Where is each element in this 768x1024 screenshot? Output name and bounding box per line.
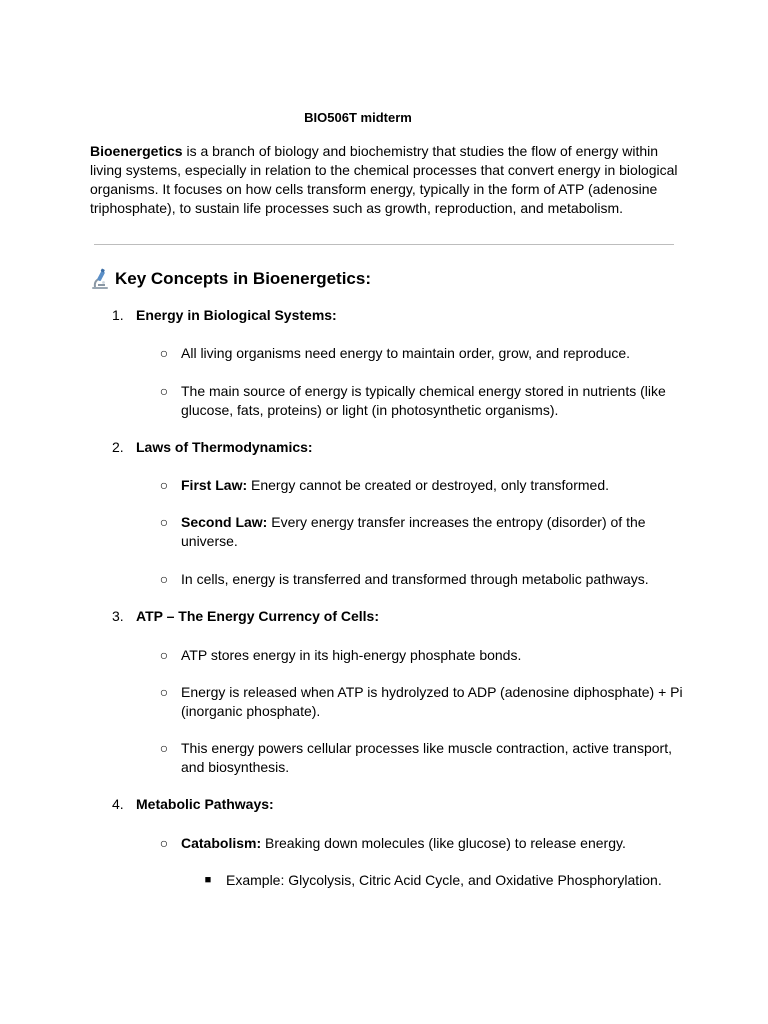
- bullet-line: In cells, energy is transferred and transformed through metabolic pathways.: [181, 571, 649, 587]
- bullet-line: [181, 834, 681, 853]
- bullet-bold-label: Second Law:: [181, 514, 268, 530]
- item-3-bullet-1: [181, 646, 681, 665]
- hollow-bullet: ○: [159, 647, 169, 663]
- intro-line-1: [90, 142, 680, 161]
- bullet-line: [181, 513, 681, 532]
- item-3-bullet-3: [181, 739, 681, 777]
- item-3-bullet-2: [181, 683, 681, 721]
- item-4-sub-bullet-1: Example: Glycolysis, Citric Acid Cycle, and Oxidative Phosphorylation.: [226, 872, 662, 888]
- intro-paragraph: [90, 142, 680, 218]
- hollow-bullet: ○: [159, 345, 169, 361]
- intro-line-2: living systems, especially in relation to the chemical processes that convert energy in biological: [90, 162, 678, 178]
- hollow-bullet: ○: [159, 835, 169, 851]
- intro-term: Bioenergetics: [90, 143, 183, 159]
- section-heading: [90, 268, 371, 290]
- section-heading-text: Key Concepts in Bioenergetics:: [115, 269, 372, 288]
- bullet-line: All living organisms need energy to maintain order, grow, and reproduce.: [181, 345, 631, 361]
- square-bullet: ■: [204, 874, 212, 886]
- item-3-title: ATP – The Energy Currency of Cells:: [136, 608, 379, 624]
- bullet-text: Energy cannot be created or destroyed, only transformed.: [247, 477, 609, 493]
- bullet-text: Breaking down molecules (like glucose) to release energy.: [261, 835, 626, 851]
- bullet-line: The main source of energy is typically chemical energy stored in nutrients (like: [181, 383, 666, 399]
- bullet-line: Energy is released when ATP is hydrolyzed to ADP (adenosine diphosphate) + Pi: [181, 684, 683, 700]
- item-1-number: 1.: [112, 307, 124, 323]
- bullet-line: glucose, fats, proteins) or light (in photosynthetic organisms).: [181, 402, 559, 418]
- hollow-bullet: ○: [159, 571, 169, 587]
- item-1-title: Energy in Biological Systems:: [136, 307, 337, 323]
- microscope-icon: [90, 268, 110, 290]
- hollow-bullet: ○: [159, 740, 169, 756]
- document-title: BIO506T midterm: [304, 110, 412, 125]
- item-4-title: Metabolic Pathways:: [136, 796, 274, 812]
- horizontal-divider: [94, 244, 674, 245]
- hollow-bullet: ○: [159, 514, 169, 530]
- hollow-bullet: ○: [159, 383, 169, 399]
- bullet-text: Every energy transfer increases the entropy (disorder) of the: [267, 514, 646, 530]
- item-4-bullet-1: [181, 834, 681, 853]
- item-1-bullet-1: [181, 344, 681, 363]
- intro-line-4: triphosphate), to sustain life processes such as growth, reproduction, and metabolism.: [90, 200, 624, 216]
- bullet-line: This energy powers cellular processes like muscle contraction, active transport,: [181, 740, 672, 756]
- hollow-bullet: ○: [159, 477, 169, 493]
- item-2-number: 2.: [112, 439, 124, 455]
- bullet-line: and biosynthesis.: [181, 759, 290, 775]
- bullet-line: ATP stores energy in its high-energy phosphate bonds.: [181, 647, 522, 663]
- bullet-bold-label: Catabolism:: [181, 835, 262, 851]
- item-1-bullet-2: [181, 382, 681, 420]
- bullet-line: (inorganic phosphate).: [181, 703, 321, 719]
- item-2-title: Laws of Thermodynamics:: [136, 439, 313, 455]
- intro-line-1-text: is a branch of biology and biochemistry that studies the flow of energy within: [182, 143, 659, 159]
- item-2-bullet-3: [181, 570, 681, 589]
- item-2-bullet-2: [181, 513, 681, 551]
- bullet-line: [181, 476, 681, 495]
- hollow-bullet: ○: [159, 684, 169, 700]
- intro-line-3: organisms. It focuses on how cells transform energy, typically in the form of ATP (adenosine: [90, 181, 658, 197]
- item-2-bullet-1: [181, 476, 681, 495]
- item-4-number: 4.: [112, 796, 124, 812]
- bullet-line: universe.: [181, 533, 238, 549]
- bullet-bold-label: First Law:: [181, 477, 248, 493]
- item-3-number: 3.: [112, 608, 124, 624]
